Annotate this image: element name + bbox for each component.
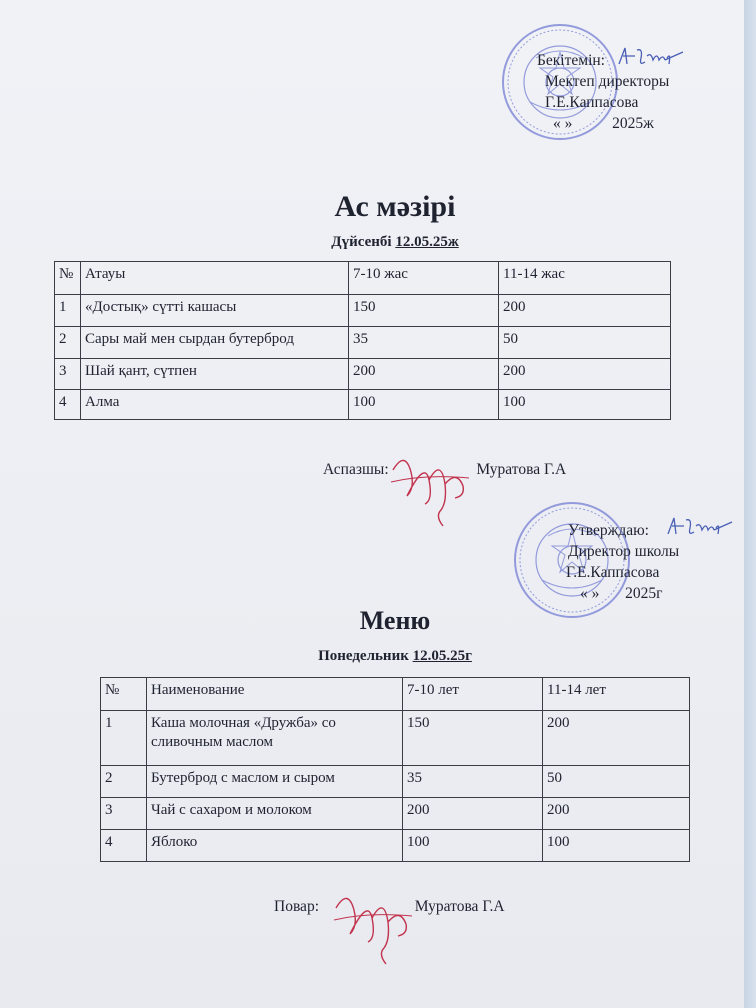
table-cell: 200 bbox=[499, 295, 671, 327]
header-cell: № bbox=[55, 262, 81, 295]
cook-label: Повар: bbox=[274, 898, 319, 915]
table-cell: 200 bbox=[543, 798, 690, 830]
header-cell: 11-14 жас bbox=[499, 262, 671, 295]
menu-subtitle-kz bbox=[0, 234, 744, 251]
table-cell: 100 bbox=[349, 390, 499, 420]
table-row bbox=[55, 359, 671, 390]
table-cell: Алма bbox=[81, 390, 349, 420]
approval-block-kz bbox=[537, 50, 670, 134]
menu-subtitle-ru bbox=[0, 648, 744, 665]
header-cell: Наименование bbox=[147, 678, 403, 711]
table-row bbox=[55, 295, 671, 327]
table-cell: 1 bbox=[101, 711, 147, 766]
header-cell: 7-10 лет bbox=[403, 678, 543, 711]
menu-table-kz bbox=[54, 261, 671, 420]
table-cell: Яблоко bbox=[147, 830, 403, 862]
approval-year: 2025ж bbox=[612, 115, 654, 132]
table-cell: 200 bbox=[543, 711, 690, 766]
table-cell: Каша молочная «Дружба» со сливочным маслом bbox=[147, 711, 403, 766]
approval-block-ru bbox=[568, 520, 679, 604]
menu-title-ru: Меню bbox=[359, 606, 431, 635]
cook-name: Муратова Г.А bbox=[476, 461, 567, 478]
menu-table-ru bbox=[100, 677, 690, 862]
table-row bbox=[55, 390, 671, 420]
table-row bbox=[101, 830, 690, 862]
table-cell: 150 bbox=[403, 711, 543, 766]
approval-year: 2025г bbox=[625, 585, 663, 602]
approval-date-quote: « » bbox=[580, 585, 600, 602]
director-signature bbox=[664, 514, 734, 540]
page-edge bbox=[744, 0, 756, 1008]
table-row bbox=[101, 711, 690, 766]
cook-label: Аспазшы: bbox=[323, 461, 389, 478]
menu-title-kz: Ас мәзірі bbox=[334, 190, 456, 223]
table-cell: 35 bbox=[403, 766, 543, 798]
approval-date-quote: « » bbox=[553, 115, 573, 132]
header-cell: 11-14 лет bbox=[543, 678, 690, 711]
table-cell: 100 bbox=[499, 390, 671, 420]
table-cell: 4 bbox=[101, 830, 147, 862]
header-cell: 7-10 жас bbox=[349, 262, 499, 295]
table-cell: 200 bbox=[403, 798, 543, 830]
table-cell: 200 bbox=[499, 359, 671, 390]
table-cell: 35 bbox=[349, 327, 499, 359]
approve-label: Бекітемін: bbox=[537, 52, 605, 69]
cook-name: Муратова Г.А bbox=[414, 898, 505, 915]
table-cell: 2 bbox=[101, 766, 147, 798]
table-header-row bbox=[101, 678, 690, 711]
cook-signature bbox=[328, 878, 418, 968]
director-name: Г.Е.Каппасова bbox=[566, 564, 660, 581]
table-cell: Сары май мен сырдан бутерброд bbox=[81, 327, 349, 359]
table-cell: Чай с сахаром и молоком bbox=[147, 798, 403, 830]
menu-date: 12.05.25ж bbox=[395, 234, 459, 250]
cook-signature bbox=[385, 440, 475, 530]
table-row bbox=[55, 327, 671, 359]
table-cell: Бутерброд с маслом и сыром bbox=[147, 766, 403, 798]
header-cell: № bbox=[101, 678, 147, 711]
table-cell: 3 bbox=[101, 798, 147, 830]
table-row bbox=[101, 798, 690, 830]
table-cell: Шай қант, сүтпен bbox=[81, 359, 349, 390]
table-cell: 2 bbox=[55, 327, 81, 359]
table-row bbox=[101, 766, 690, 798]
director-position: Директор школы bbox=[568, 543, 680, 560]
day-label: Понедельник bbox=[318, 648, 409, 664]
day-label: Дүйсенбі bbox=[331, 234, 392, 250]
approve-label: Утверждаю: bbox=[568, 522, 649, 539]
table-cell: 3 bbox=[55, 359, 81, 390]
table-cell: 200 bbox=[349, 359, 499, 390]
table-cell: 50 bbox=[543, 766, 690, 798]
header-cell: Атауы bbox=[81, 262, 349, 295]
table-cell: 50 bbox=[499, 327, 671, 359]
table-cell: 100 bbox=[403, 830, 543, 862]
table-cell: «Достық» сүтті кашасы bbox=[81, 295, 349, 327]
director-signature bbox=[615, 44, 685, 70]
director-position: Мектеп директоры bbox=[545, 73, 670, 90]
table-cell: 4 bbox=[55, 390, 81, 420]
table-header-row bbox=[55, 262, 671, 295]
table-cell: 150 bbox=[349, 295, 499, 327]
director-name: Г.Е.Каппасова bbox=[545, 94, 639, 111]
table-cell: 100 bbox=[543, 830, 690, 862]
table-cell: 1 bbox=[55, 295, 81, 327]
menu-date: 12.05.25г bbox=[412, 648, 472, 664]
